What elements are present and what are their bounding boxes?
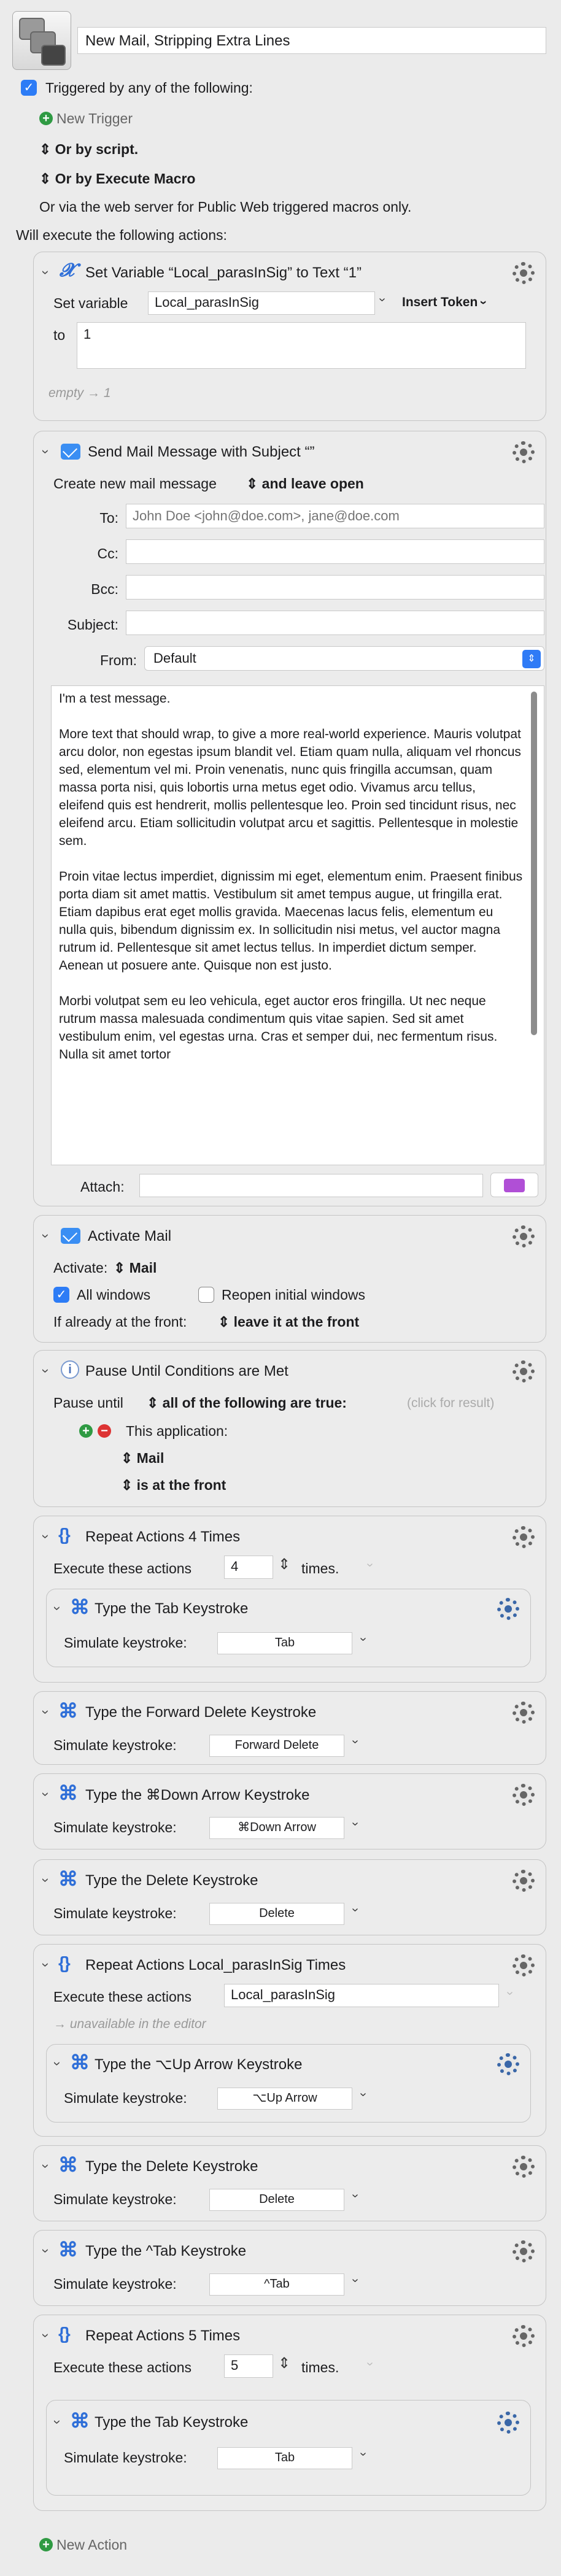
simulate-label: Simulate keystroke: [64, 1635, 187, 1651]
mail-icon [61, 1228, 80, 1244]
subject-label: Subject: [67, 617, 118, 633]
mail-icon [61, 444, 80, 460]
braces-icon: {} [58, 2324, 69, 2343]
collapse-chevron-icon[interactable]: › [38, 1368, 54, 1373]
body-paragraph: Morbi volutpat sem eu leo vehicula, eget auctor eros fringilla. Ut nec neque rutrum massa malesuada condimentum quis vitae sapien. Sed sit amet vestibulum enim, vel egestas urna. Cras et semper dui, nec fermentum risus. Nulla sit amet tortor [59, 994, 498, 1062]
preview-text [48, 386, 111, 401]
action-type-delete[interactable] [33, 2145, 546, 2221]
gear-icon[interactable] [513, 1360, 535, 1382]
attach-label: Attach: [80, 1179, 125, 1195]
action-type-opt-up-arrow[interactable] [46, 2044, 531, 2123]
action-title: Type the ⌥Up Arrow Keystroke [95, 2056, 303, 2073]
stepper-icon[interactable]: ⇕ [278, 1556, 291, 1573]
action-repeat-4[interactable] [33, 1516, 546, 1683]
repeat-count-field[interactable]: 5 [224, 2354, 273, 2378]
condition-state-popup[interactable] [121, 1477, 226, 1494]
times-label: times. [301, 2359, 339, 2375]
braces-icon: {} [58, 1525, 69, 1544]
macro-icon[interactable] [12, 11, 71, 70]
leave-open-popup[interactable] [246, 476, 364, 492]
repeat-count-field[interactable]: 4 [224, 1556, 273, 1579]
to-label: to [53, 327, 66, 343]
activate-label: Activate: [53, 1260, 108, 1276]
action-title: Repeat Actions 5 Times [85, 2327, 241, 2344]
web-server-text: Or via the web server for Public Web triggered macros only. [39, 199, 412, 215]
or-by-execute-macro-label: Or by Execute Macro [55, 171, 196, 187]
triggered-label: Triggered by any of the following: [45, 80, 253, 96]
action-title: Type the Tab Keystroke [95, 2414, 249, 2431]
chevron-down-icon[interactable]: › [348, 1740, 362, 1744]
chevron-down-icon[interactable]: › [356, 2092, 370, 2097]
chevron-down-icon[interactable]: › [356, 2452, 370, 2456]
action-type-ctrl-tab[interactable] [33, 2230, 546, 2306]
gear-icon[interactable] [513, 1702, 535, 1724]
body-paragraph: I'm a test message. [59, 692, 171, 706]
preview-result: 1 [103, 386, 111, 400]
collapse-chevron-icon[interactable]: › [38, 2248, 54, 2253]
new-trigger-link[interactable]: New Trigger [56, 110, 133, 126]
action-type-forward-delete[interactable] [33, 1691, 546, 1765]
collapse-chevron-icon[interactable]: › [38, 270, 54, 275]
action-pause-until[interactable] [33, 1350, 546, 1507]
action-title: Activate Mail [88, 1228, 172, 1244]
updown-icon: ⇕ [246, 476, 258, 492]
body-paragraph: Proin vitae lectus imperdiet, dignissim mi eget, elementum enim. Praesent finibus porta diam sit amet mattis. Vestibulum sit amet tempus augue, ut fringilla erat. Etiam dapibus erat eget mollis gravida. Maecenas lacus felis, elementum eu nulla quis, bibendum dignissim ex. In sollicitudin nisi metus, vel auctor magna rutrum id. Pellentesque sit amet lectus tellus. In imperdiet dictum semper. Aenean ut posuere ante. Quisque non est justo. [59, 870, 523, 973]
action-title: Type the ⌘Down Arrow Keystroke [85, 1787, 310, 1803]
new-action-link[interactable]: New Action [56, 2537, 128, 2553]
gear-icon[interactable] [513, 441, 535, 463]
keystroke-field[interactable]: Delete [209, 1903, 344, 1925]
execute-label: Execute these actions [53, 2359, 192, 2375]
leave-open-label: and leave open [261, 476, 364, 492]
action-title: Pause Until Conditions are Met [85, 1363, 288, 1379]
simulate-label: Simulate keystroke: [53, 1819, 177, 1835]
gear-icon[interactable] [497, 1598, 519, 1620]
front-value: leave it at the front [233, 1314, 360, 1330]
updown-icon: ⇕ [121, 1450, 133, 1466]
message-body[interactable] [51, 685, 544, 1165]
action-title: Type the Tab Keystroke [95, 1600, 249, 1617]
insert-token-label: Insert Token [402, 295, 478, 309]
command-key-icon: ⌘ [58, 1700, 78, 1722]
simulate-label: Simulate keystroke: [64, 2090, 187, 2106]
or-by-execute-macro-popup[interactable] [39, 171, 195, 187]
will-execute-text: Will execute the following actions: [16, 227, 227, 243]
action-title: Type the ^Tab Keystroke [85, 2243, 247, 2259]
gear-icon[interactable] [497, 2053, 519, 2075]
chevron-down-icon: › [476, 300, 491, 305]
folder-icon [504, 1179, 525, 1192]
triggered-checkbox[interactable]: ✓ [21, 80, 37, 96]
pause-info-icon: i [61, 1360, 79, 1379]
action-send-mail[interactable] [33, 431, 546, 1206]
chevron-down-icon[interactable]: › [356, 1637, 370, 1641]
simulate-label: Simulate keystroke: [53, 2276, 177, 2292]
keystroke-field[interactable]: ⌘Down Arrow [209, 1817, 344, 1839]
arrow-right-icon: → [53, 2017, 66, 2031]
collapse-chevron-icon[interactable]: › [38, 1878, 54, 1883]
action-set-variable[interactable] [33, 252, 546, 421]
gear-icon[interactable] [513, 1784, 535, 1806]
click-for-result[interactable]: (click for result) [407, 1396, 495, 1410]
condition-app-popup[interactable] [121, 1450, 164, 1467]
gear-icon[interactable] [497, 2412, 519, 2434]
app-popup[interactable] [114, 1260, 157, 1276]
add-action-icon[interactable]: + [39, 2538, 53, 2551]
command-key-icon: ⌘ [58, 2239, 78, 2261]
gear-icon[interactable] [513, 1225, 535, 1248]
action-title: Send Mail Message with Subject “” [88, 444, 315, 460]
command-key-icon: ⌘ [58, 1782, 78, 1804]
collapse-chevron-icon[interactable]: › [38, 449, 54, 454]
add-trigger-icon[interactable]: + [39, 112, 53, 125]
action-repeat-variable[interactable] [33, 1944, 546, 2137]
remove-condition-icon[interactable]: − [98, 1424, 111, 1438]
all-windows-label: All windows [77, 1287, 151, 1303]
keystroke-field[interactable]: ^Tab [209, 2273, 344, 2296]
action-type-delete[interactable] [33, 1859, 546, 1935]
reopen-label: Reopen initial windows [222, 1287, 365, 1303]
keystroke-field[interactable]: ⌥Up Arrow [217, 2088, 352, 2110]
all-windows-checkbox[interactable]: ✓ [53, 1287, 69, 1303]
chevron-down-icon[interactable]: › [503, 1991, 517, 1996]
insert-token-button[interactable] [402, 295, 491, 310]
macro-name-field[interactable]: New Mail, Stripping Extra Lines [77, 27, 546, 54]
action-title: Repeat Actions Local_parasInSig Times [85, 1957, 346, 1973]
chevron-down-icon[interactable]: › [363, 2362, 377, 2366]
action-title: Set Variable “Local_parasInSig” to Text “1” [85, 264, 362, 281]
collapse-chevron-icon[interactable]: › [50, 2420, 66, 2424]
keystroke-field[interactable]: Delete [209, 2189, 344, 2211]
preview-empty: empty [48, 386, 84, 400]
command-key-icon: ⌘ [70, 2051, 90, 2073]
reopen-checkbox[interactable] [198, 1287, 214, 1303]
chevron-down-icon[interactable]: › [348, 1822, 362, 1826]
or-by-script-popup[interactable] [39, 141, 138, 158]
x-variable-icon: 𝓧 [60, 260, 75, 281]
cc-field[interactable] [126, 539, 544, 564]
condition-label: all of the following are true: [162, 1395, 347, 1411]
collapse-chevron-icon[interactable]: › [38, 1792, 54, 1797]
simulate-label: Simulate keystroke: [53, 1737, 177, 1753]
to-field[interactable] [126, 504, 544, 528]
command-key-icon: ⌘ [70, 1596, 90, 1618]
collapse-chevron-icon[interactable]: › [38, 2164, 54, 2169]
gear-icon[interactable] [513, 2325, 535, 2347]
updown-icon: ⇕ [39, 141, 52, 157]
or-by-script-label: Or by script. [55, 141, 139, 157]
chevron-down-icon[interactable]: › [363, 1563, 377, 1567]
action-type-tab[interactable] [46, 2400, 531, 2496]
from-popup[interactable] [144, 646, 544, 671]
action-repeat-5[interactable] [33, 2315, 546, 2511]
attach-button[interactable] [490, 1173, 538, 1197]
gear-icon[interactable] [513, 2156, 535, 2178]
bcc-field[interactable] [126, 575, 544, 600]
times-label: times. [301, 1560, 339, 1576]
unavailable-label: unavailable in the editor [69, 2017, 206, 2031]
action-title: Type the Delete Keystroke [85, 1872, 258, 1889]
condition-app-label: Mail [136, 1450, 164, 1466]
value-textarea[interactable]: 1 [77, 322, 526, 369]
unavailable-text [53, 2017, 206, 2032]
variable-name-field[interactable]: Local_parasInSig [148, 291, 375, 315]
create-label: Create new mail message [53, 476, 217, 492]
stepper-icon[interactable]: ⇕ [278, 2355, 291, 2372]
attach-field[interactable] [139, 1174, 483, 1197]
chevron-down-icon[interactable]: › [348, 2278, 362, 2283]
body-scrollbar[interactable] [531, 692, 537, 1035]
gear-icon[interactable] [513, 1526, 535, 1548]
repeat-count-field[interactable]: Local_parasInSig [224, 1984, 499, 2007]
chevron-down-icon[interactable]: › [375, 298, 389, 302]
front-popup[interactable] [218, 1314, 359, 1330]
chevron-down-icon[interactable]: › [348, 2194, 362, 2198]
front-label: If already at the front: [53, 1314, 187, 1330]
from-value: Default [153, 650, 196, 666]
chevron-down-icon[interactable]: › [348, 1908, 362, 1912]
action-title: Type the Forward Delete Keystroke [85, 1704, 317, 1721]
simulate-label: Simulate keystroke: [53, 2191, 177, 2207]
gear-icon[interactable] [513, 1870, 535, 1892]
keystroke-field[interactable]: Forward Delete [209, 1735, 344, 1757]
this-application-label: This application: [126, 1423, 228, 1439]
updown-icon: ⇕ [114, 1260, 126, 1276]
gear-icon[interactable] [513, 262, 535, 284]
command-key-icon: ⌘ [58, 1868, 78, 1890]
collapse-chevron-icon[interactable]: › [38, 1534, 54, 1539]
collapse-chevron-icon[interactable]: › [38, 1710, 54, 1714]
collapse-chevron-icon[interactable]: › [38, 2333, 54, 2338]
action-type-tab[interactable] [46, 1589, 531, 1667]
to-label: To: [99, 510, 118, 526]
condition-state-label: is at the front [136, 1477, 226, 1493]
pause-until-label: Pause until [53, 1395, 123, 1411]
cc-label: Cc: [97, 546, 118, 561]
collapse-chevron-icon[interactable]: › [50, 2061, 66, 2066]
bcc-label: Bcc: [91, 581, 118, 597]
body-paragraph: More text that should wrap, to give a more real-world experience. Mauris volutpat arcu dolor, non egestas ipsum blandit vel. Etiam quam nulla, aliquam vel rhoncus sed, elementum vel mi. Proin venenatis, nunc quis fringilla accumsan, quam massa porta nisi, quis lobortis urna metus eget odio. Vivamus arcu tellus, eleifend quis est hendrerit, mollis pellentesque leo. Proin sed tincidunt risus, nec eleifend arcu. Etiam sollicitudin volutpat arcu et sagittis. Pellentesque in molestie sem. [59, 727, 521, 848]
updown-icon: ⇕ [121, 1477, 133, 1493]
gear-icon[interactable] [513, 1954, 535, 1976]
simulate-label: Simulate keystroke: [53, 1905, 177, 1921]
updown-icon: ⇕ [147, 1395, 159, 1411]
action-activate-mail[interactable] [33, 1215, 546, 1343]
braces-icon: {} [58, 1953, 69, 1972]
updown-icon[interactable]: ⇕ [522, 650, 541, 668]
action-type-cmd-down-arrow[interactable] [33, 1773, 546, 1849]
collapse-chevron-icon[interactable]: › [38, 1962, 54, 1967]
execute-label: Execute these actions [53, 1989, 192, 2005]
command-key-icon: ⌘ [70, 2410, 90, 2432]
command-key-icon: ⌘ [58, 2154, 78, 2176]
subject-field[interactable] [126, 611, 544, 635]
simulate-label: Simulate keystroke: [64, 2450, 187, 2466]
collapse-chevron-icon[interactable]: › [50, 1606, 66, 1611]
gear-icon[interactable] [513, 2240, 535, 2262]
action-title: Type the Delete Keystroke [85, 2158, 258, 2175]
execute-label: Execute these actions [53, 1560, 192, 1576]
arrow-right-icon: → [87, 386, 101, 400]
collapse-chevron-icon[interactable]: › [38, 1233, 54, 1238]
keystroke-field[interactable]: Tab [217, 1632, 352, 1654]
updown-icon: ⇕ [218, 1314, 230, 1330]
action-title: Repeat Actions 4 Times [85, 1529, 241, 1545]
from-label: From: [99, 652, 137, 668]
set-variable-label: Set variable [53, 295, 128, 311]
updown-icon: ⇕ [39, 171, 52, 187]
add-condition-icon[interactable]: + [79, 1424, 93, 1438]
keystroke-field[interactable]: Tab [217, 2447, 352, 2469]
condition-popup[interactable] [147, 1395, 347, 1411]
app-label: Mail [129, 1260, 157, 1276]
